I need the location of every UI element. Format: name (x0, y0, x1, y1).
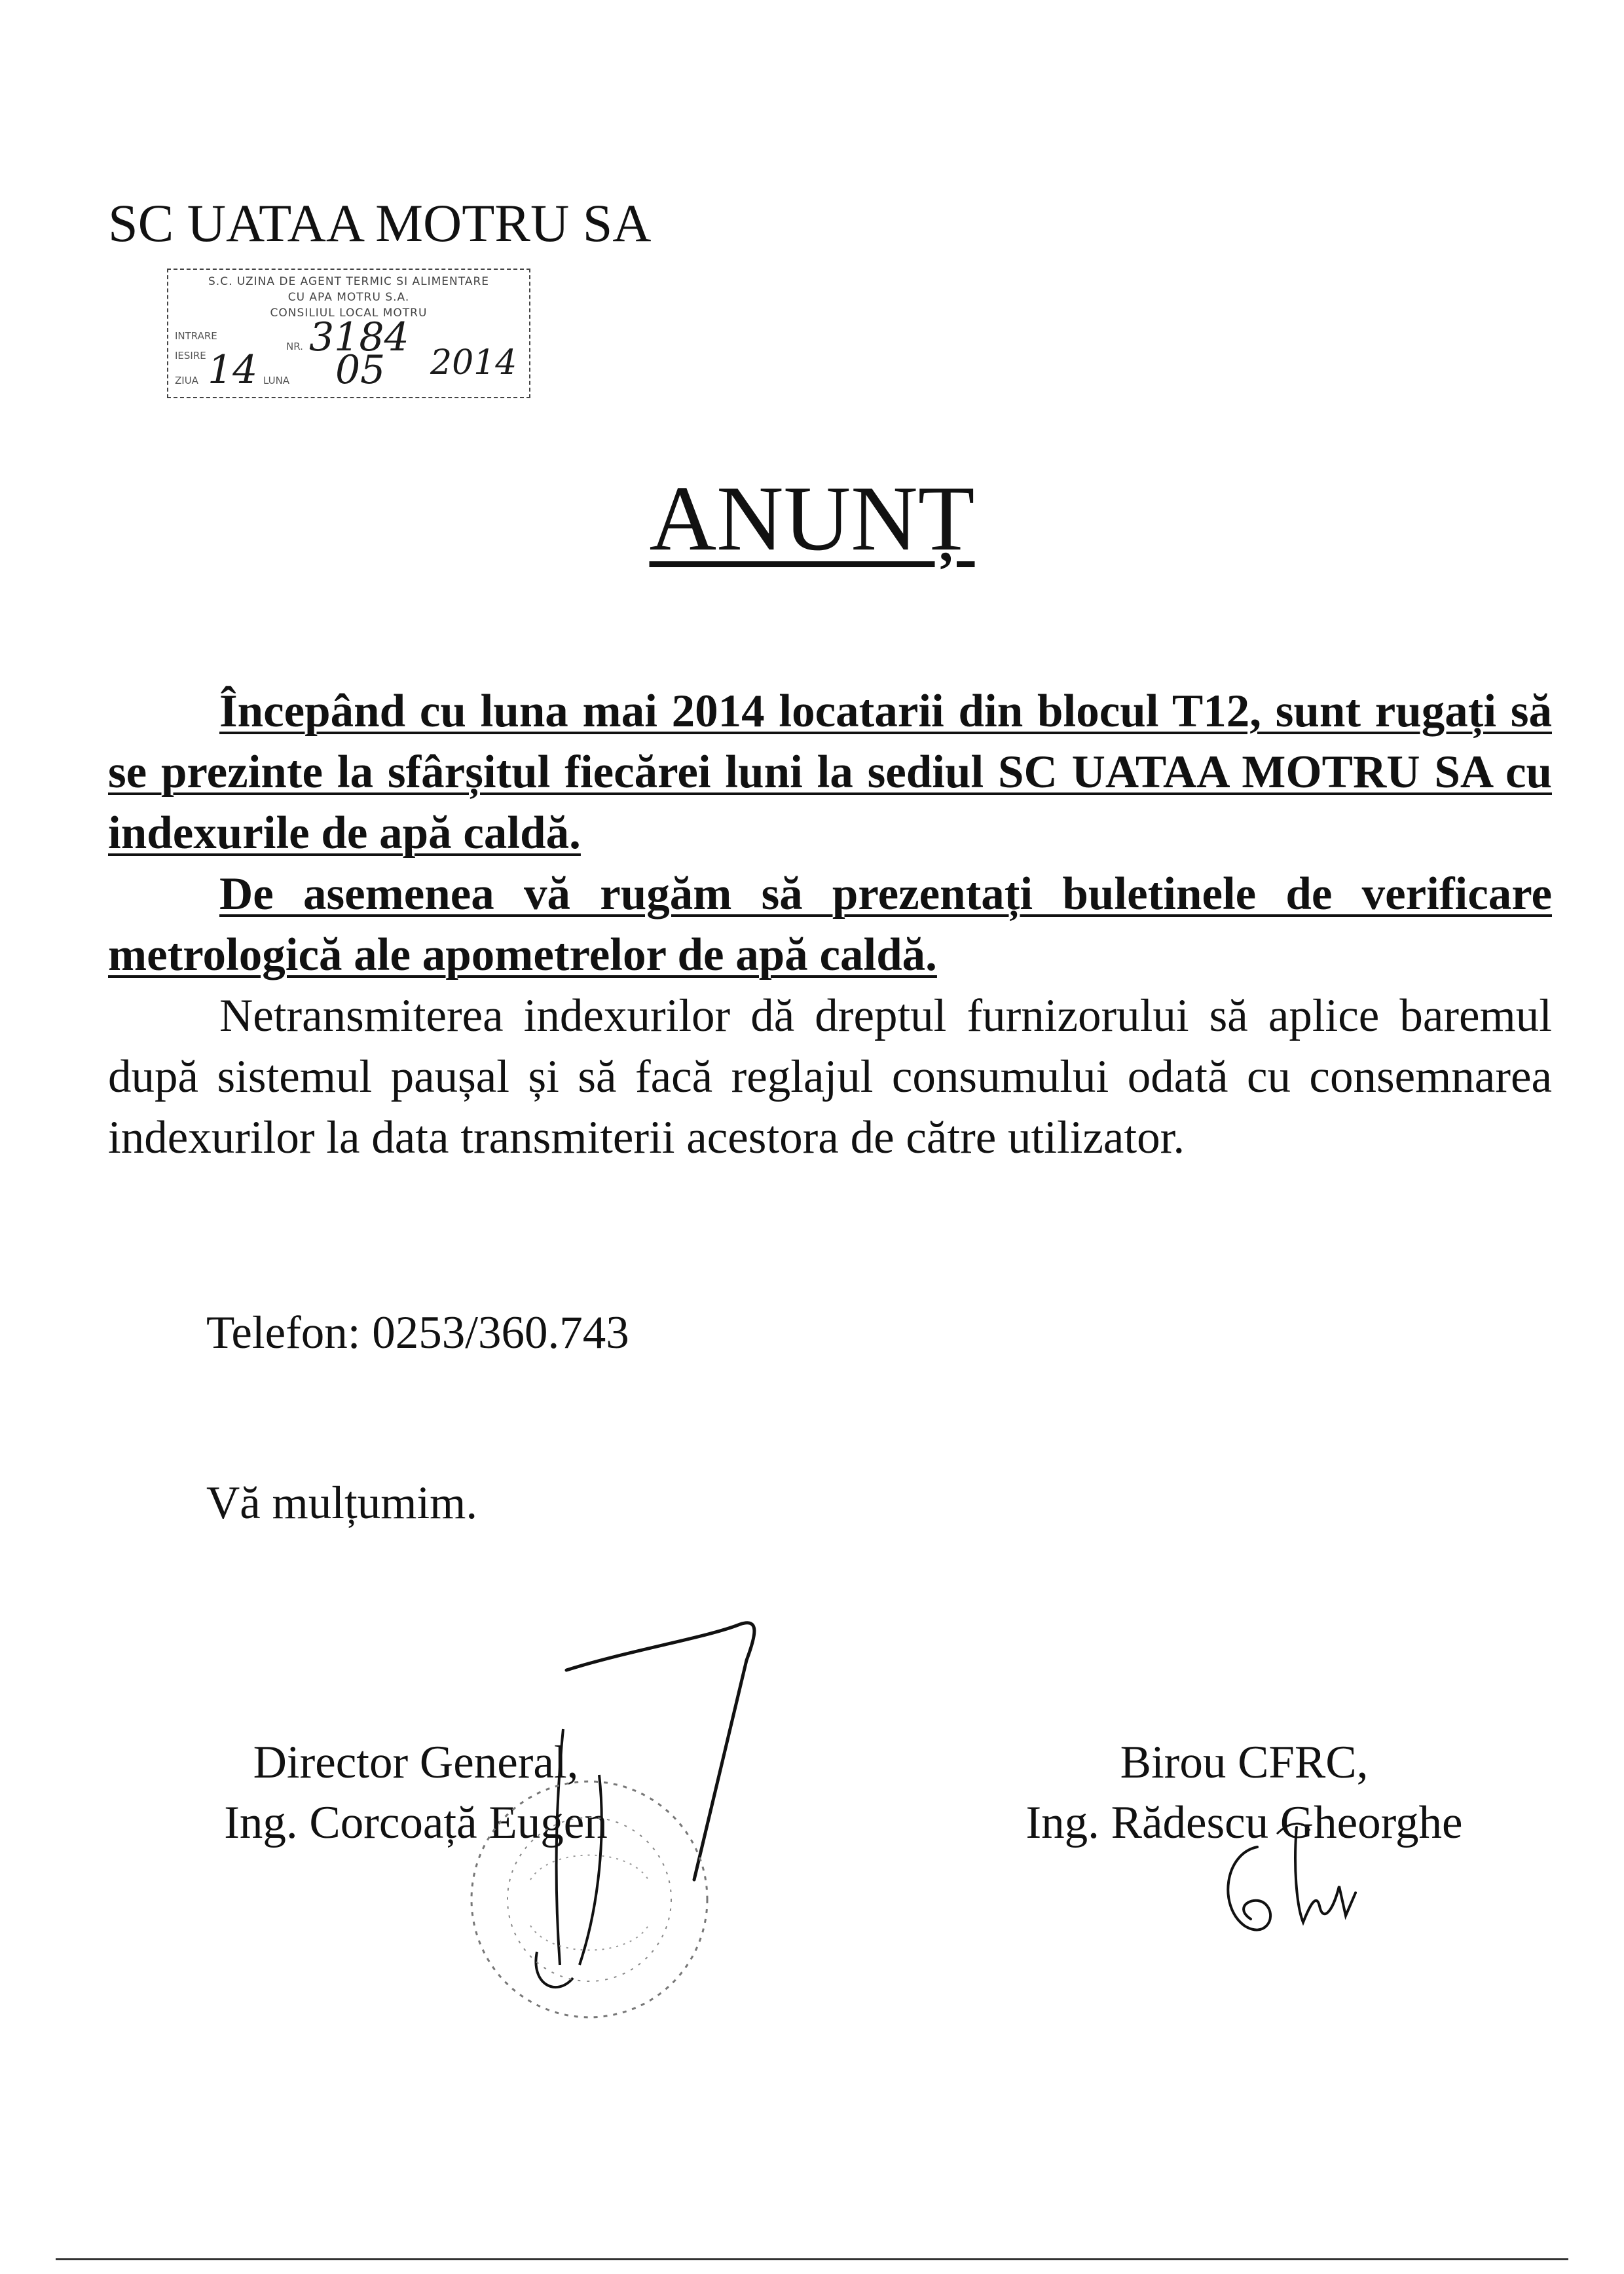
page-bottom-rule (56, 2258, 1568, 2260)
stamp-month: 05 (335, 347, 386, 393)
paragraph-2 (108, 864, 1552, 986)
stamp-number: 3184 (309, 314, 409, 360)
cfrc-name: Ing. Rădescu Gheorghe (1025, 1797, 1463, 1848)
signatory-cfrc (969, 1732, 1519, 1853)
company-name: SC UATAA MOTRU SA (108, 193, 652, 253)
stamp-day: 14 (208, 347, 258, 393)
announcement-title (0, 466, 1624, 570)
stamp-line-2: CU APA MOTRU S.A. (287, 291, 410, 304)
signatory-director (167, 1732, 665, 1853)
stamp-label-nr: NR. (286, 341, 303, 352)
stamp-label-iesire: IESIRE (175, 350, 206, 362)
announcement-body (108, 681, 1552, 1168)
registration-stamp (167, 269, 530, 398)
stamp-label-luna: LUNA (263, 375, 290, 386)
stamp-line-3: CONSILIUL LOCAL MOTRU (270, 307, 428, 320)
paragraph-3: Netransmiterea indexurilor dă dreptul furnizorului să aplice baremul după sistemul paușal și să facă reglajul consumului odată cu consemnarea indexurilor la data transmiterii acestora de către utilizator. (108, 990, 1552, 1163)
cfrc-role: Birou CFRC, (1120, 1737, 1369, 1788)
stamp-year: 2014 (430, 343, 517, 382)
stamp-label-ziua: ZIUA (175, 375, 198, 386)
director-role: Director General, (253, 1737, 579, 1788)
title-text: ANUNȚ (649, 466, 975, 570)
stamp-label-intrare: INTRARE (175, 330, 217, 342)
thank-you-note: Vă mulțumim. (206, 1478, 478, 1529)
director-name: Ing. Corcoață Eugen (224, 1797, 608, 1848)
paragraph-1 (108, 681, 1552, 864)
stamp-line-1: S.C. UZINA DE AGENT TERMIC SI ALIMENTARE (208, 275, 489, 288)
paragraph-2-text: De asemenea vă rugăm să prezentați buletinele de verificare metrologică ale apometrelor de apă caldă. (108, 868, 1552, 980)
paragraph-1-text: Începând cu luna mai 2014 locatarii din blocul T12, sunt rugați să se prezinte la sfârșitul fiecărei luni la sediul SC UATAA MOTRU SA cu indexurile de apă caldă. (108, 686, 1552, 859)
phone-number: Telefon: 0253/360.743 (206, 1307, 629, 1358)
